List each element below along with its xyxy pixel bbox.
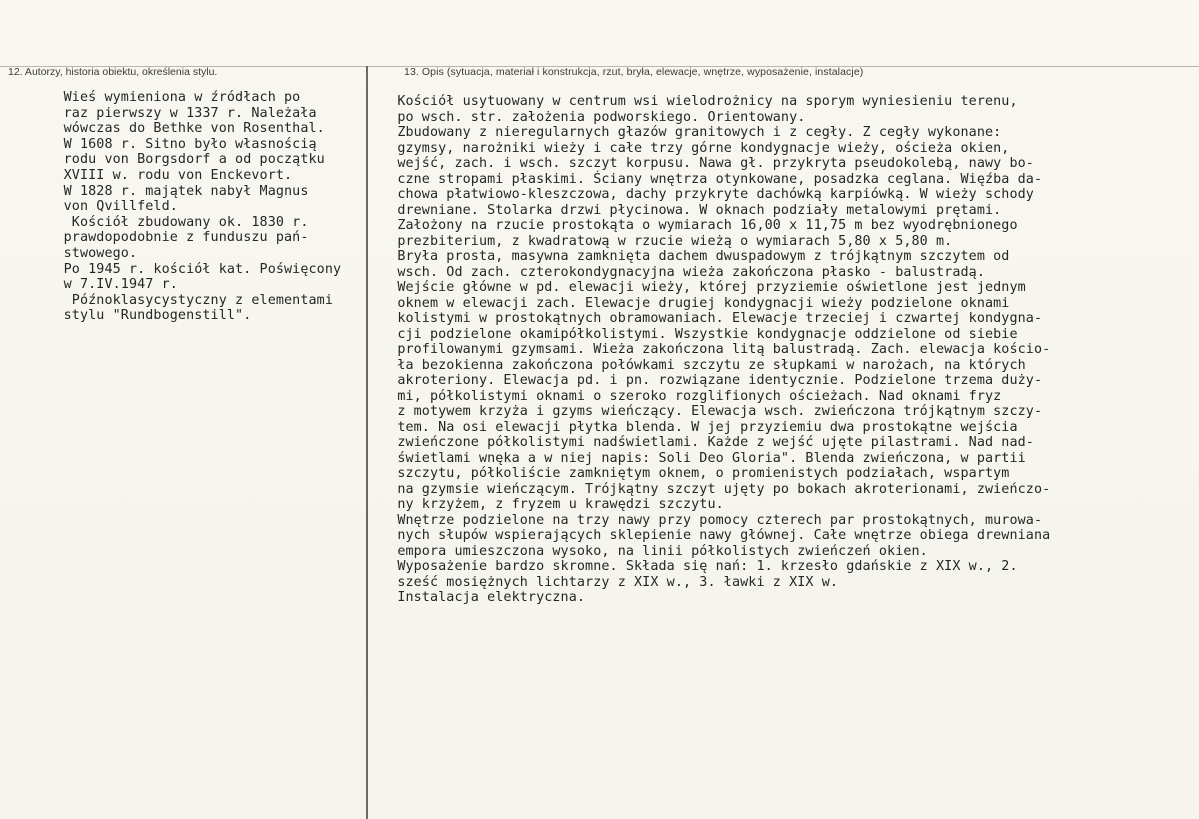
text-line: raz pierwszy w 1337 r. Należała: [31, 105, 317, 121]
text-line: empora umieszczona wysoko, na linii półkolistych zwieńczeń okien.: [381, 543, 928, 559]
text-line: gzymsy, narożniki wieży i całe trzy górne kondygnacje wieży, ościeża okien,: [381, 140, 1010, 156]
text-line: szczytu, półkoliście zamkniętym oknem, o promienistych podziałach, wspartym: [381, 466, 1010, 481]
text-line: Kościół usytuowany w centrum wsi wielodrożnicy na sporym wyniesieniu terenu,: [381, 94, 1018, 109]
text-line: świetlami wnęka a w niej napis: Soli Deo Gloria". Blenda zwieńczona, w partii: [381, 450, 1026, 466]
text-line: Założony na rzucie prostokąta o wymiarach 16,00 x 11,75 m bez wyodrębnionego: [381, 218, 1018, 233]
text-line: drewniane. Stolarka drzwi płycinowa. W oknach podziały metalowymi prętami.: [381, 202, 1002, 218]
text-line: wejść, zach. i wsch. szczyt korpusu. Nawa gł. przykryta pseudokolebą, nawy bo-: [381, 156, 1034, 171]
text-line: na gzymsie wieńczącym. Trójkątny szczyt ujęty po bokach akroterionami, zwieńczo-: [381, 481, 1051, 497]
text-line: Późnoklasycystyczny z elementami: [31, 292, 333, 308]
section-13-header: 13. Opis (sytuacja, materiał i konstrukcja, rzut, bryła, elewacje, wnętrze, wyposażenie, instalacje): [404, 66, 864, 78]
text-line: mi, półkolistymi oknami o szeroko rozglifionych ościeżach. Nad oknami fryz: [381, 388, 1002, 404]
text-line: czne stropami płaskimi. Ściany wnętrza otynkowane, posadzka ceglana. Więźba da-: [381, 171, 1043, 187]
text-line: prezbiterium, z kwadratową w rzucie wieżą o wymiarach 5,80 x 5,80 m.: [381, 233, 953, 249]
text-line: Instalacja elektryczna.: [381, 590, 586, 605]
text-line: wsch. Od zach. czterokondygnacyjna wieża zakończona płasko - balustradą.: [381, 264, 985, 280]
section-12-header: 12. Autorzy, historia obiektu, określenia stylu.: [8, 66, 218, 78]
text-line: von Qvillfeld.: [31, 199, 178, 215]
text-line: Bryła prosta, masywna zamknięta dachem dwuspadowym z trójkątnym szczytem od: [381, 249, 1010, 264]
text-line: ła bezokienna zakończona połówkami szczytu ze słupkami w narożach, na których: [381, 357, 1026, 373]
text-line: XVIII w. rodu von Enckevort.: [31, 167, 293, 183]
text-line: rodu von Borgsdorf a od początku: [31, 152, 325, 168]
text-line: po wsch. str. założenia podworskiego. Orientowany.: [381, 109, 806, 125]
column-divider: [366, 66, 368, 819]
text-line: cji podzielone okamipółkolistymi. Wszystkie kondygnacje oddzielone od siebie: [381, 326, 1018, 342]
text-line: w 7.IV.1947 r.: [31, 277, 178, 293]
text-line: profilowanymi gzymsami. Wieża zakończona litą balustradą. Zach. elewacja kościo-: [381, 342, 1051, 357]
text-line: nych słupów wspierających sklepienie nawy głównej. Całe wnętrze obiega drewniana: [381, 528, 1051, 543]
text-line: Po 1945 r. kościół kat. Poświęcony: [31, 261, 342, 277]
description-text-column: [381, 94, 1191, 606]
text-line: Zbudowany z nieregularnych głazów granitowych i z cegły. Z cegły wykonane:: [381, 125, 1002, 140]
text-line: Wejście główne w pd. elewacji wieży, której przyziemie oświetlone jest jednym: [381, 280, 1026, 295]
text-line: ny krzyżem, z fryzem u krawędzi szczytu.: [381, 497, 724, 512]
text-line: stylu "Rundbogenstill".: [31, 308, 252, 324]
text-line: W 1608 r. Sitno było własnością: [31, 136, 317, 152]
text-line: sześć mosiężnych lichtarzy z XIX w., 3. ławki z XIX w.: [381, 574, 839, 590]
text-line: zwieńczone półkolistymi nadświetlami. Każde z wejść ujęte pilastrami. Nad nad-: [381, 435, 1034, 450]
text-line: akroteriony. Elewacja pd. i pn. rozwiązane identycznie. Podzielone trzema duży-: [381, 373, 1043, 388]
text-line: Kościół zbudowany ok. 1830 r.: [31, 214, 309, 230]
text-line: W 1828 r. majątek nabył Magnus: [31, 183, 309, 199]
history-text-column: [31, 90, 363, 324]
text-line: tem. Na osi elewacji płytka blenda. W jej przyziemiu dwa prostokątne wejścia: [381, 419, 1018, 435]
text-line: oknem w elewacji zach. Elewacje drugiej kondygnacji wieży podzielone oknami: [381, 295, 1010, 311]
text-line: prawdopodobnie z funduszu pań-: [31, 230, 309, 246]
text-line: kolistymi w prostokątnych obramowaniach. Elewacje trzeciej i czwartej kondygna-: [381, 311, 1043, 326]
text-line: Wieś wymieniona w źródłach po: [31, 90, 301, 105]
text-line: Wyposażenie bardzo skromne. Składa się nań: 1. krzesło gdańskie z XIX w., 2.: [381, 559, 1018, 574]
text-line: Wnętrze podzielone na trzy nawy przy pomocy czterech par prostokątnych, murowa-: [381, 512, 1043, 528]
text-line: chowa płatwiowo-kleszczowa, dachy przykryte dachówką karpiówką. W wieży schody: [381, 187, 1034, 202]
text-line: wówczas do Bethke von Rosenthal.: [31, 121, 325, 137]
text-line: z motywem krzyża i gzyms wieńczący. Elewacja wsch. zwieńczona trójkątnym szczy-: [381, 404, 1043, 419]
text-line: stwowego.: [31, 245, 138, 261]
